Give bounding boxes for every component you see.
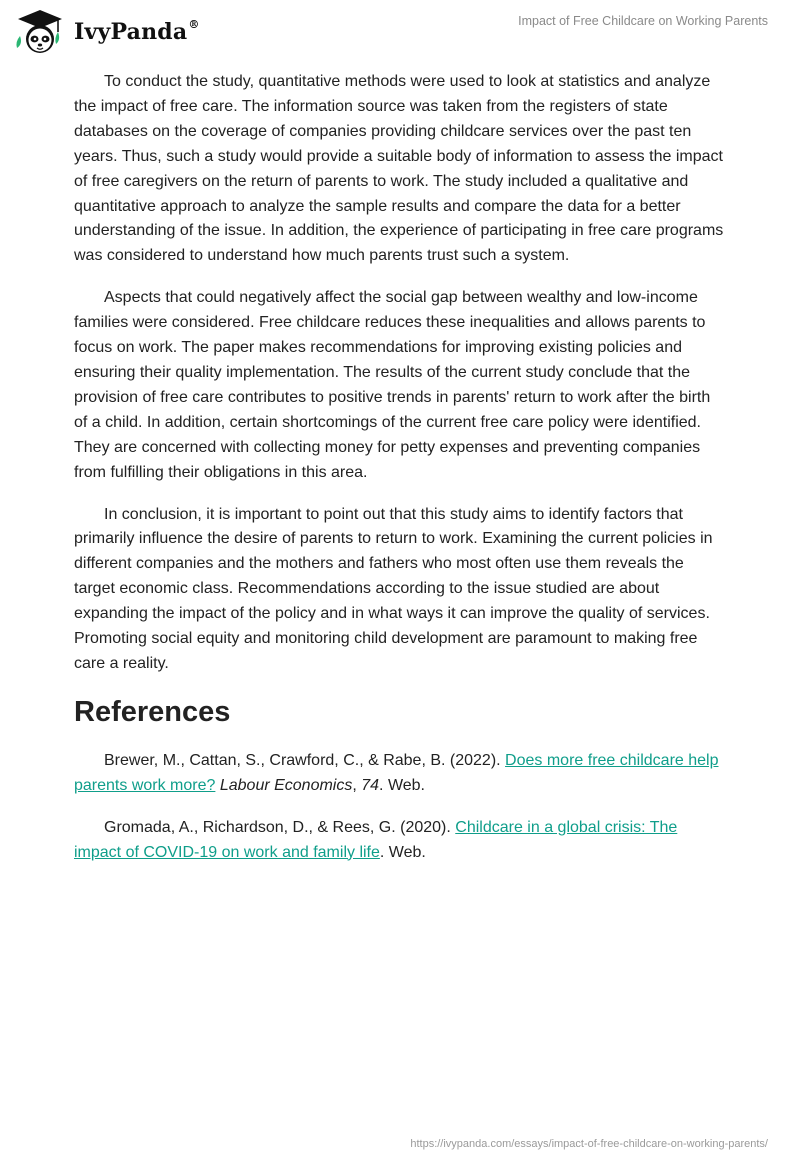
registered-mark: ® [188, 17, 200, 31]
reference-entry-1 [74, 749, 726, 799]
panda-graduate-icon [14, 8, 66, 56]
reference-tail: . Web. [379, 843, 426, 861]
reference-tail: . Web. [379, 776, 425, 794]
page-header [0, 0, 800, 60]
reference-journal: Labour Economics [219, 776, 353, 794]
references-heading: References [74, 695, 231, 728]
page-url: https://ivypanda.com/essays/impact-of-free-childcare-on-working-parents/ [410, 1138, 768, 1150]
reference-link[interactable]: Does more free childcare help parents work more? [74, 751, 719, 794]
reference-entry-2 [74, 816, 726, 866]
body-paragraph-2: Aspects that could negatively affect the social gap between wealthy and low-income families were considered. Free childcare reduces these inequalities and allows parents to focus on work. The paper makes recommendations for improving existing policies and ensuring their quality implementation. The results of the current study conclude that the provision of free care contributes to positive trends in parents' return to work after the birth of a child. In addition, certain shortcomings of the current free care policy were identified. They are concerned with collecting money for petty expenses and preventing companies from fulfilling their obligations in this area. [74, 289, 711, 481]
body-paragraph-1: To conduct the study, quantitative methods were used to look at statistics and analyze the impact of free care. The information source was taken from the registers of state databases on the coverage of companies providing childcare services over the past ten years. Thus, such a study would provide a suitable body of information to assess the impact of free caregivers on the return of parents to work. The study included a qualitative and quantitative approach to analyze the sample results and compare the data for a better understanding of the issue. In addition, the experience of participating in free care programs was considered to understand how much parents trust such a system. [74, 73, 724, 265]
essay-content [74, 70, 726, 882]
reference-volume: 74 [361, 776, 380, 794]
reference-authors: Brewer, M., Cattan, S., Crawford, C., & Rabe, B. (2022). [104, 751, 506, 769]
logo-wordmark: IvyPanda® [74, 17, 200, 45]
reference-link[interactable]: Childcare in a global crisis: The impact of COVID-19 on work and family life [74, 818, 678, 861]
document-title: Impact of Free Childcare on Working Parents [518, 14, 768, 28]
body-paragraph-3: In conclusion, it is important to point out that this study aims to identify factors that primarily influence the desire of parents to return to work. Examining the current policies in different companies and the mothers and fathers who most often use them reveals the target economic class. Recommendations according to the issue studied are about expanding the impact of the policy and in what ways it can improve the quality of services. Promoting social equity and monitoring child development are paramount to making free care a reality. [74, 505, 713, 672]
reference-separator: , [352, 776, 362, 794]
reference-authors: Gromada, A., Richardson, D., & Rees, G. (2020). [104, 818, 456, 836]
ivypanda-logo[interactable] [14, 8, 200, 56]
